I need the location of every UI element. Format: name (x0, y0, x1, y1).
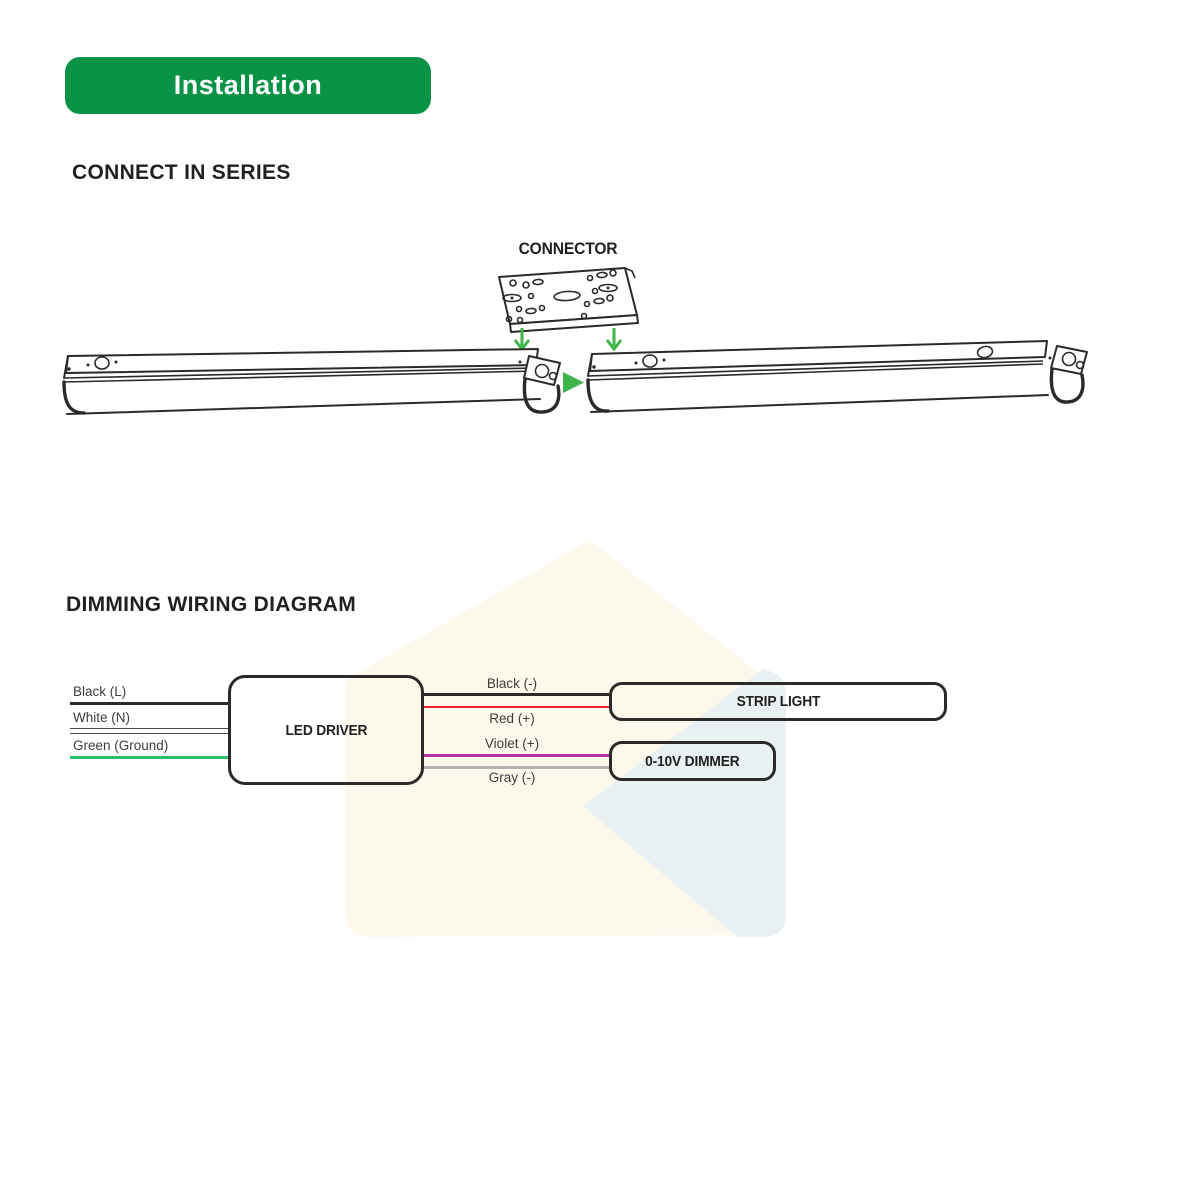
dimmer-box (609, 741, 776, 781)
dimmer-label: 0-10V DIMMER (645, 752, 740, 770)
wire-white-neutral (70, 728, 228, 734)
wire-violet-positive (423, 754, 609, 757)
connector-label: CONNECTOR (518, 239, 618, 258)
wire-black-negative (423, 693, 609, 696)
led-driver-box (228, 675, 424, 785)
wire-label-violet-positive: Violet (+) (484, 736, 540, 751)
wire-label-white-neutral: White (N) (73, 710, 130, 725)
wire-green-ground (70, 756, 228, 759)
installation-badge (65, 57, 431, 114)
wire-label-green-ground: Green (Ground) (73, 738, 169, 753)
wire-red-positive (423, 706, 609, 708)
strip-light-box (609, 682, 947, 721)
wire-label-black-negative: Black (-) (486, 676, 538, 691)
wire-black-line (70, 702, 228, 705)
connector-plate-drawing (499, 268, 638, 332)
down-arrow-right-icon (607, 328, 621, 349)
wire-label-gray-negative: Gray (-) (488, 770, 536, 785)
led-driver-label: LED DRIVER (285, 721, 367, 739)
installation-badge-label: Installation (173, 70, 323, 100)
strip-light-right-drawing (588, 341, 1087, 412)
join-arrow-icon (563, 372, 584, 393)
wire-gray-negative (423, 766, 609, 769)
strip-light-left-drawing (64, 349, 560, 414)
series-section-heading: CONNECT IN SERIES (72, 161, 291, 184)
wire-label-red-positive: Red (+) (489, 711, 535, 726)
wire-label-black-line: Black (L) (73, 684, 127, 699)
dimming-section-heading: DIMMING WIRING DIAGRAM (66, 593, 357, 616)
strip-light-label: STRIP LIGHT (736, 693, 820, 710)
